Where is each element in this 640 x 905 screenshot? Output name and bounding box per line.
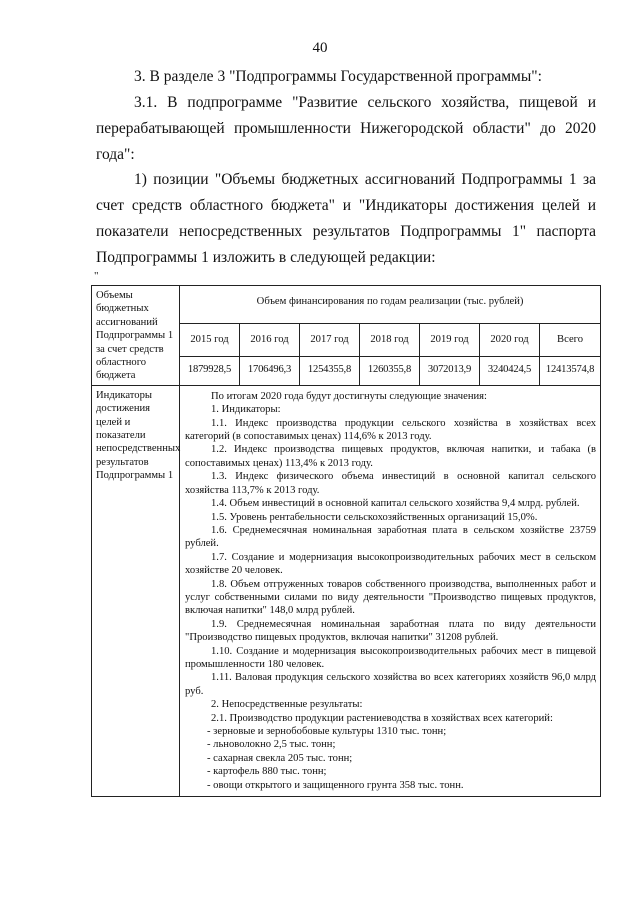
budget-label-cell: Объемы бюджетных ассигнований Подпрограммы 1 за счет средств областного бюджета	[92, 286, 180, 386]
indicator-item: 1.9. Среднемесячная номинальная заработная плата по виду деятельности "Производство пищевых продуктов, включая напитки" 31208 рублей.	[185, 618, 597, 644]
value-cell: 1254355,8	[300, 357, 360, 386]
indicator-item: 1.1. Индекс производства продукции сельского хозяйства в хозяйствах всех категорий (в сопоставимых ценах) 114,6% к 2013 году.	[185, 417, 597, 443]
year-cell: 2020 год	[480, 323, 540, 356]
passport-table	[91, 285, 601, 797]
indicator-item: 1.11. Валовая продукция сельского хозяйства во всех категориях хозяйств 96,0 млрд руб.	[185, 672, 597, 697]
year-cell: 2017 год	[300, 323, 360, 356]
result-item: - сахарная свекла 205 тыс. тонн;	[207, 752, 353, 764]
result-item: - картофель 880 тыс. тонн;	[207, 766, 327, 778]
page-number: 40	[312, 40, 328, 56]
indicator-item: 1.5. Уровень рентабельности сельскохозяйственных организаций 15,0%.	[211, 511, 538, 523]
item1-text: 1) позиции "Объемы бюджетных ассигнований Подпрограммы 1 за счет средств областного бюджета" и "Индикаторы достижения целей и показатели непосредственных результатов Подпрограммы 1" паспорта Подпрограммы 1 изложить в следующей редакции:	[96, 171, 596, 266]
value-cell: 3240424,5	[480, 357, 540, 386]
indicators-heading: 1. Индикаторы:	[211, 404, 281, 416]
result-item: - овощи открытого и защищенного грунта 358 тыс. тонн.	[207, 779, 464, 791]
indicators-content-cell	[180, 385, 601, 796]
result-item: - льноволокно 2,5 тыс. тонн;	[207, 739, 336, 751]
indicators-label-cell: Индикаторы достижения целей и показатели непосредственных результатов Подпрограммы 1	[92, 385, 180, 796]
total-header-cell: Всего	[540, 323, 601, 356]
indicators-intro: По итогам 2020 года будут достигнуты следующие значения:	[211, 390, 487, 402]
year-cell: 2018 год	[360, 323, 420, 356]
subsection-text: 3.1. В подпрограмме "Развитие сельского хозяйства, пищевой и перерабатывающей промышленности Нижегородской области" до 2020 года":	[96, 94, 596, 163]
item1-paragraph	[96, 167, 596, 271]
section-paragraph	[96, 64, 596, 90]
indicator-item: 1.7. Создание и модернизация высокопроизводительных рабочих мест в сельском хозяйстве 20 человек.	[185, 551, 597, 577]
year-cell: 2015 год	[180, 323, 240, 356]
opening-quote-mark: "	[94, 270, 99, 282]
indicator-item: 1.8. Объем отгруженных товаров собственного производства, выполненных работ и услуг собственными силами по виду деятельности "Производство пищевых продуктов, включая напитки" 148,0 млрд рублей.	[185, 578, 597, 617]
year-cell: 2019 год	[420, 323, 480, 356]
value-cell: 1260355,8	[360, 357, 420, 386]
results-intro: 2.1. Производство продукции растениеводства в хозяйствах всех категорий:	[211, 712, 553, 724]
result-item: - зерновые и зернобобовые культуры 1310 тыс. тонн;	[207, 726, 447, 737]
value-cell: 3072013,9	[420, 357, 480, 386]
indicators-row	[92, 385, 601, 796]
value-cell: 1706496,3	[240, 357, 300, 386]
indicator-item: 1.6. Среднемесячная номинальная заработная плата в сельском хозяйстве 23759 рублей.	[185, 524, 597, 550]
results-heading: 2. Непосредственные результаты:	[211, 699, 363, 711]
indicator-item: 1.3. Индекс физического объема инвестиций в основной капитал сельского хозяйства 113,7% к 2013 году.	[185, 471, 597, 496]
financing-header: Объем финансирования по годам реализации (тыс. рублей)	[180, 286, 601, 324]
subsection-paragraph	[96, 90, 596, 168]
section-text: 3. В разделе 3 "Подпрограммы Государственной программы":	[134, 68, 542, 85]
total-value-cell: 12413574,8	[540, 357, 601, 386]
indicator-item: 1.2. Индекс производства пищевых продуктов, включая напитки, и табака (в сопоставимых ценах) 113,4% к 2013 году.	[185, 444, 597, 469]
year-cell: 2016 год	[240, 323, 300, 356]
indicator-item: 1.10. Создание и модернизация высокопроизводительных рабочих мест в пищевой промышленности 180 человек.	[185, 645, 597, 670]
indicator-item: 1.4. Объем инвестиций в основной капитал сельского хозяйства 9,4 млрд. рублей.	[211, 498, 580, 510]
financing-header-row	[92, 286, 601, 324]
value-cell: 1879928,5	[180, 357, 240, 386]
